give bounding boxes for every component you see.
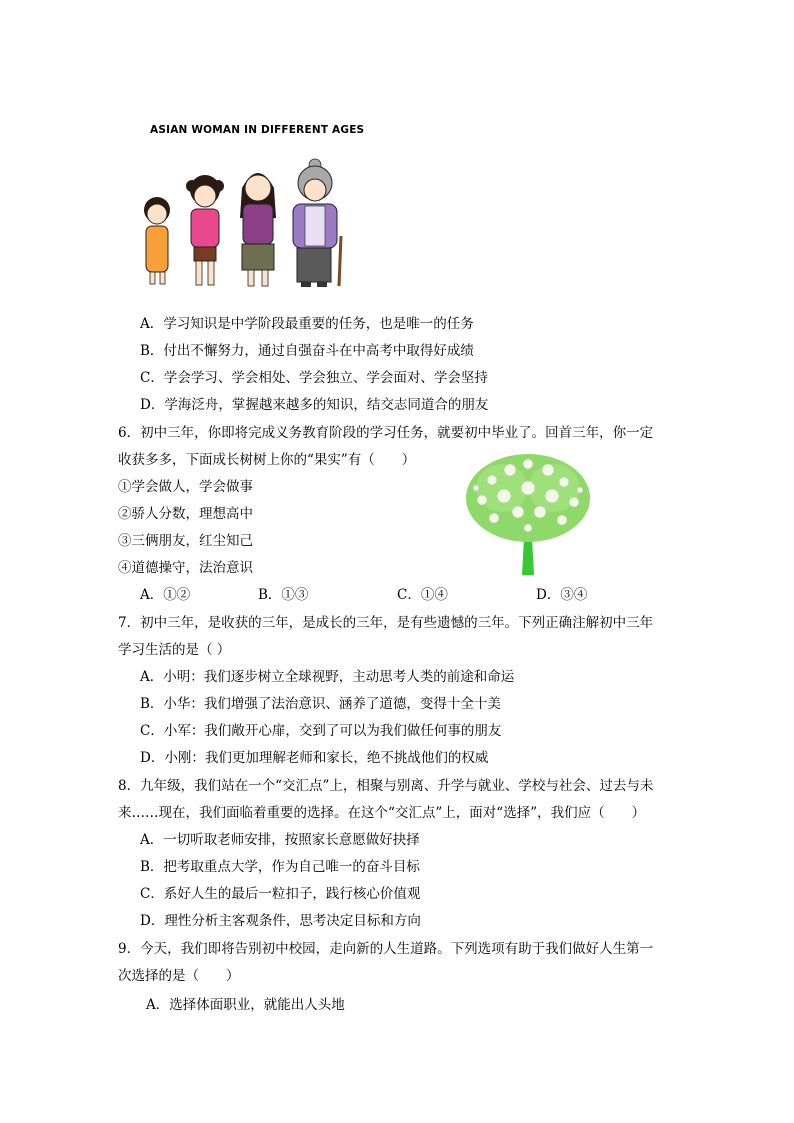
q6-option-c: C．①④	[397, 587, 448, 603]
q6-item-2: ②骄人分数，理想高中	[118, 506, 253, 522]
grandmother-figure	[293, 159, 341, 287]
q7-stem-line2: 学习生活的是（ ）	[118, 642, 231, 658]
q5-option-c: C．学会学习、学会相处、学会独立、学会面对、学会坚持	[140, 370, 488, 386]
q9-stem-line2: 次选择的是（ ）	[118, 968, 240, 984]
q7-option-a: A．小明：我们逐步树立全球视野，主动思考人类的前途和命运	[140, 669, 515, 685]
q5-option-d: D．学海泛舟，掌握越来越多的知识，结交志同道合的朋友	[140, 397, 489, 413]
q6-option-b: B．①③	[258, 587, 309, 603]
q6-item-1: ①学会做人，学会做事	[118, 479, 253, 495]
q7-option-d: D．小刚：我们更加理解老师和家长，绝不挑战他们的权威	[140, 750, 489, 766]
q9-option-a: A．选择体面职业，就能出人头地	[146, 997, 345, 1013]
q7-stem-line1: 7．初中三年，是收获的三年，是成长的三年，是有些遗憾的三年。下列正确注解初中三年	[118, 615, 654, 631]
growth-tree-image	[462, 450, 594, 575]
q8-option-c: C．系好人生的最后一粒扣子，践行核心价值观	[140, 886, 421, 902]
q6-option-d: D．③④	[536, 587, 588, 603]
illustration-caption: ASIAN WOMAN IN DIFFERENT AGES	[150, 124, 365, 136]
q8-option-d: D．理性分析主客观条件，思考决定目标和方向	[140, 913, 421, 929]
little-girl-figure	[144, 197, 170, 284]
q6-item-3: ③三俩朋友，红尘知己	[118, 533, 253, 549]
q6-item-4: ④道德操守，法治意识	[118, 560, 253, 576]
q9-stem-line1: 9．今天，我们即将告别初中校园，走向新的人生道路。下列选项有助于我们做好人生第一	[118, 941, 654, 957]
teen-girl-figure	[186, 175, 224, 285]
q5-option-a: A．学习知识是中学阶段最重要的任务，也是唯一的任务	[140, 316, 474, 332]
q8-stem-line2: 来……现在，我们面临着重要的选择。在这个“交汇点”上，面对“选择”，我们应（ ）	[118, 805, 646, 821]
q7-option-b: B．小华：我们增强了法治意识、涵养了道德，变得十全十美	[140, 696, 501, 712]
q6-stem-line1: 6．初中三年，你即将完成义务教育阶段的学习任务，就要初中毕业了。回首三年，你一定	[118, 425, 654, 441]
q5-option-b: B．付出不懈努力，通过自强奋斗在中高考中取得好成绩	[140, 343, 474, 359]
adult-woman-figure	[240, 173, 276, 286]
q8-option-a: A．一切听取老师安排，按照家长意愿做好抉择	[140, 832, 420, 848]
q7-option-c: C．小军：我们敞开心扉，交到了可以为我们做任何事的朋友	[140, 723, 502, 739]
q6-option-a: A．①②	[140, 587, 191, 603]
q8-stem-line1: 8．九年级，我们站在一个“交汇点”上，相聚与别离、升学与就业、学校与社会、过去与未	[118, 778, 654, 794]
q8-option-b: B．把考取重点大学，作为自己唯一的奋斗目标	[140, 859, 420, 875]
women-ages-illustration	[130, 118, 350, 293]
q6-stem-line2: 收获多多，下面成长树树上你的“果实”有（ ）	[118, 452, 416, 468]
